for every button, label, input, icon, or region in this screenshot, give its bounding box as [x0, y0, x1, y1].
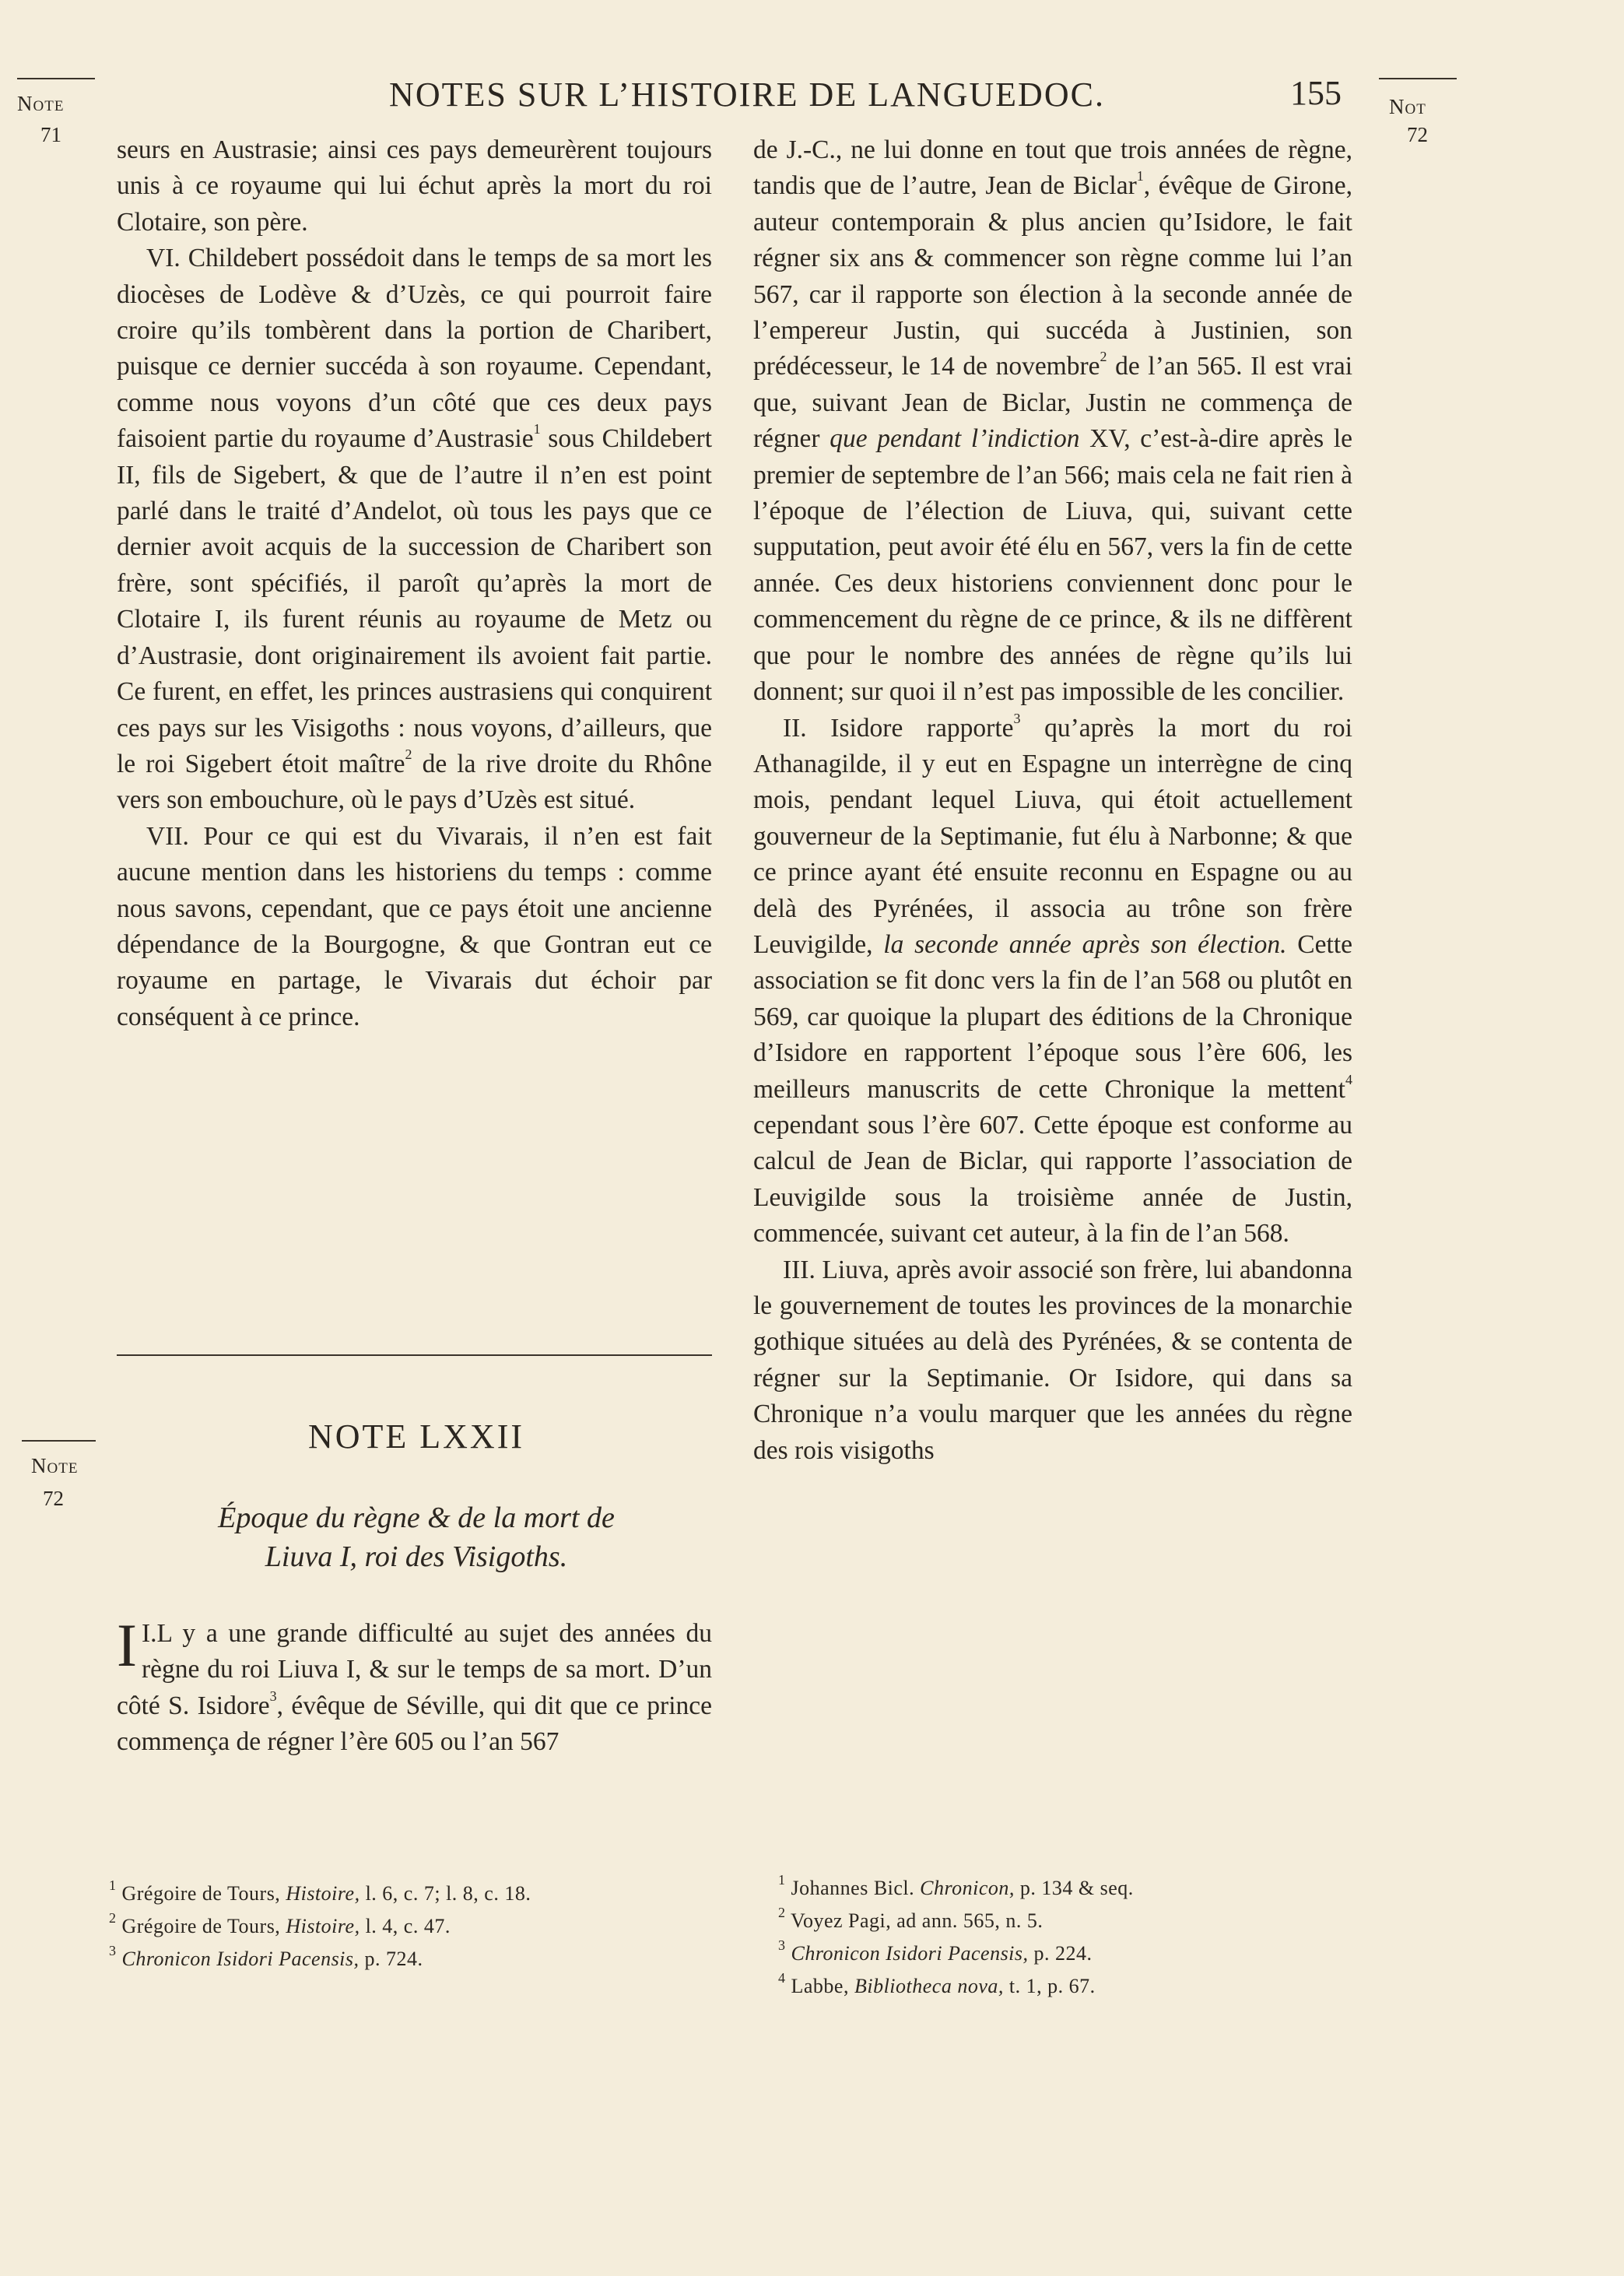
footnote-mark: 2: [778, 1905, 786, 1920]
section-numeral: I.: [141, 1619, 157, 1648]
italic-run: Histoire,: [286, 1915, 360, 1937]
running-header: NOTES SUR L’HISTOIRE DE LANGUEDOC.: [389, 76, 1105, 114]
page-number: 155: [1290, 74, 1342, 112]
text-run: Cette association se fit donc vers la fin de l’an 568 ou plutôt en 569, car quoique la plupart des éditions de la Chronique d’Isidore en rapportent l’époque sous l’ère 606, les meilleurs manuscrits de cette Chronique la mettent: [753, 929, 1352, 1104]
footnote-mark: 3: [778, 1937, 786, 1953]
paragraph-iii: III. Liuva, après avoir associé son frère, lui abandonna le gouvernement de toutes les provinces de la monarchie gothique situées au delà des Pyrénées, & se contenta de régner sur la Septimanie. Or Isidore, qui dans sa Chronique n’a voulu marquer que les années du règne des rois visigoths: [753, 1255, 1352, 1465]
text-run: l. 6, c. 7; l. 8, c. 18.: [360, 1882, 531, 1905]
italic-run: Bibliotheca nova,: [854, 1975, 1004, 1997]
paragraph-vii: VII. Pour ce qui est du Vivarais, il n’en est fait aucune mention dans les historiens du temps : comme nous savons, cependant, que ce pays étoit une ancienne dépendance de la Bourgogne, & que Gontran eut ce royaume en partage, le Vivarais dut échoir par conséquent à ce prince.: [117, 821, 712, 1031]
right-column-text: [753, 132, 1352, 1469]
margin-note-number-right-top: 72: [1407, 123, 1428, 146]
text-run: II. Isidore rapporte: [783, 713, 1014, 743]
text-run: qu’après la mort du roi Athanagilde, il y eut en Espagne un interrègne de cinq mois, pendant lequel Liuva, qui étoit actuellement gouverneur de la Septimanie, fut élu à Narbonne; & que ce prince ayant été ensuite reconnu en Espagne ou au delà des Pyrénées, il associa au trône son frère Leuvigilde,: [753, 713, 1352, 959]
footnotes-right: [778, 1872, 1354, 2003]
text-run: cependant sous l’ère 607. Cette époque est conforme au calcul de Jean de Biclar, qui rapporte l’association de Leuvigilde sous la troisième année de Justin, commencée, suivant cet auteur, à la fin de l’an 568.: [753, 1110, 1352, 1249]
margin-rule-left-mid: [22, 1440, 96, 1442]
subtitle-line: Époque du règne & de la mort de: [218, 1502, 615, 1534]
text-run: L y a une grande difficulté au sujet des années du règne du roi Liuva I, & sur le temps de sa mort. D’un côté S. Isidore: [117, 1619, 712, 1720]
footnote-ref: 1: [533, 421, 541, 437]
text-run: Labbe,: [791, 1975, 854, 1997]
subtitle-line: Liuva I, roi des Visigoths.: [265, 1540, 568, 1573]
footnote: [109, 1877, 716, 1910]
paragraph: seurs en Austrasie; ainsi ces pays demeurèrent toujours unis à ce royaume qui lui échut après la mort du roi Clotaire, son père.: [117, 135, 712, 237]
footnote-ref: 4: [1345, 1071, 1352, 1087]
text-run: , évêque de Séville, qui dit que ce prince commença de régner l’ère 605 ou l’an 567: [117, 1691, 713, 1757]
text-run: l. 4, c. 47.: [360, 1915, 451, 1937]
italic-run: Chronicon,: [920, 1877, 1015, 1899]
footnote-mark: 1: [778, 1872, 786, 1888]
footnote: [778, 1970, 1354, 2003]
text-run: p. 724.: [359, 1948, 423, 1970]
footnote-ref: 2: [1100, 349, 1107, 365]
text-run: Johannes Bicl.: [791, 1877, 921, 1899]
text-run: Grégoire de Tours,: [121, 1915, 286, 1937]
italic-run: que pendant l’indiction: [830, 424, 1080, 454]
text-run: XV, c’est-à-dire après le premier de septembre de l’an 566; mais cela ne fait rien à l’époque de l’élection de Liuva, qui, suivant cette supputation, peut avoir été élu en 567, vers la fin de cette année. Ces deux historiens conviennent donc pour le commencement du règne de ce prince, & ils ne diffèrent que pour le nombre des années de règne qu’ils lui donnent; sur quoi il n’est pas impossible de les concilier.: [753, 424, 1352, 707]
italic-run: Histoire,: [286, 1882, 360, 1905]
text-run: Grégoire de Tours,: [121, 1882, 286, 1905]
text-run: Voyez Pagi, ad ann. 565, n. 5.: [791, 1909, 1043, 1932]
footnote-ref: 3: [1013, 710, 1021, 726]
text-run: p. 224.: [1028, 1942, 1093, 1965]
margin-note-label-left-top: Note: [17, 92, 65, 115]
footnote-ref: 2: [405, 746, 412, 762]
footnotes-left: [109, 1877, 716, 1976]
left-column-lower-text: [117, 1611, 713, 1761]
margin-note-label-right-top: Not: [1389, 95, 1426, 118]
footnote-mark: 1: [109, 1877, 117, 1893]
text-run: p. 134 & seq.: [1014, 1877, 1134, 1899]
footnote: [778, 1872, 1354, 1905]
text-run: , évêque de Girone, auteur contemporain & plus ancien qu’Isidore, le fait régner six ans & commencer son règne comme lui l’an 567, car il rapporte son élection à la seconde année de l’empereur Justin, qui succéda à Justinien, son prédécesseur, le 14 de novembre: [753, 171, 1352, 381]
footnote: [109, 1943, 716, 1976]
italic-run: Chronicon Isidori Pacensis,: [121, 1948, 360, 1970]
text-run: de la rive droite du Rhône vers son embouchure, où le pays d’Uzès est situé.: [117, 749, 713, 815]
drop-cap: I: [117, 1611, 137, 1679]
margin-note-label-left-mid: Note: [31, 1454, 79, 1477]
margin-note-number-left-mid: 72: [43, 1487, 64, 1510]
footnote-mark: 4: [778, 1970, 786, 1986]
italic-run: Chronicon Isidori Pacensis,: [791, 1942, 1029, 1965]
italic-run: la seconde année après son élection.: [883, 929, 1287, 959]
text-run: de l’an 565. Il est vrai que, suivant Jean de Biclar, Justin ne commença de régner: [753, 352, 1352, 454]
footnote-ref: 3: [269, 1688, 277, 1704]
footnote: [778, 1905, 1354, 1937]
paragraph-i: [117, 1611, 713, 1761]
footnote: [109, 1910, 716, 1943]
text-run: t. 1, p. 67.: [1003, 1975, 1096, 1997]
section-divider: [117, 1354, 712, 1356]
margin-note-number-left-top: 71: [40, 123, 61, 146]
text-run: VI. Childebert possédoit dans le temps de sa mort les diocèses de Lodève & d’Uzès, ce qui pourroit faire croire qu’ils tombèrent dans la portion de Charibert, puisque ce dernier succéda à son royaume. Cependant, comme nous voyons d’un côté que ces deux pays faisoient partie du royaume d’Austrasie: [117, 244, 712, 454]
footnote-mark: 3: [109, 1943, 117, 1958]
margin-rule-right-top: [1379, 78, 1457, 79]
footnote-mark: 2: [109, 1910, 117, 1926]
margin-rule-left-top: [17, 78, 95, 79]
note-subtitle: [117, 1498, 716, 1576]
text-run: de J.-C., ne lui donne en tout que trois années de règne, tandis que de l’autre, Jean de Biclar: [753, 135, 1352, 201]
paragraph: [753, 132, 1352, 711]
footnote-ref: 1: [1136, 168, 1144, 184]
footnote: [778, 1937, 1354, 1970]
text-run: sous Childebert II, fils de Sigebert, & que de l’autre il n’en est point parlé dans le traité d’Andelot, où tous les pays que ce dernier avoit acquis de la succession de Charibert son frère, sont spécifiés, il paroît qu’après la mort de Clotaire I, ils furent réunis au royaume de Metz ou d’Austrasie, dont originairement ils avoient fait partie. Ce furent, en effet, les princes austrasiens qui conquirent ces pays sur les Visigoths : nous voyons, d’ailleurs, que le roi Sigebert étoit maître: [117, 424, 712, 778]
left-column-text: [117, 132, 712, 1035]
paragraph-vi: [117, 241, 712, 819]
paragraph-ii: [753, 711, 1352, 1252]
note-heading: NOTE LXXII: [307, 1417, 525, 1456]
